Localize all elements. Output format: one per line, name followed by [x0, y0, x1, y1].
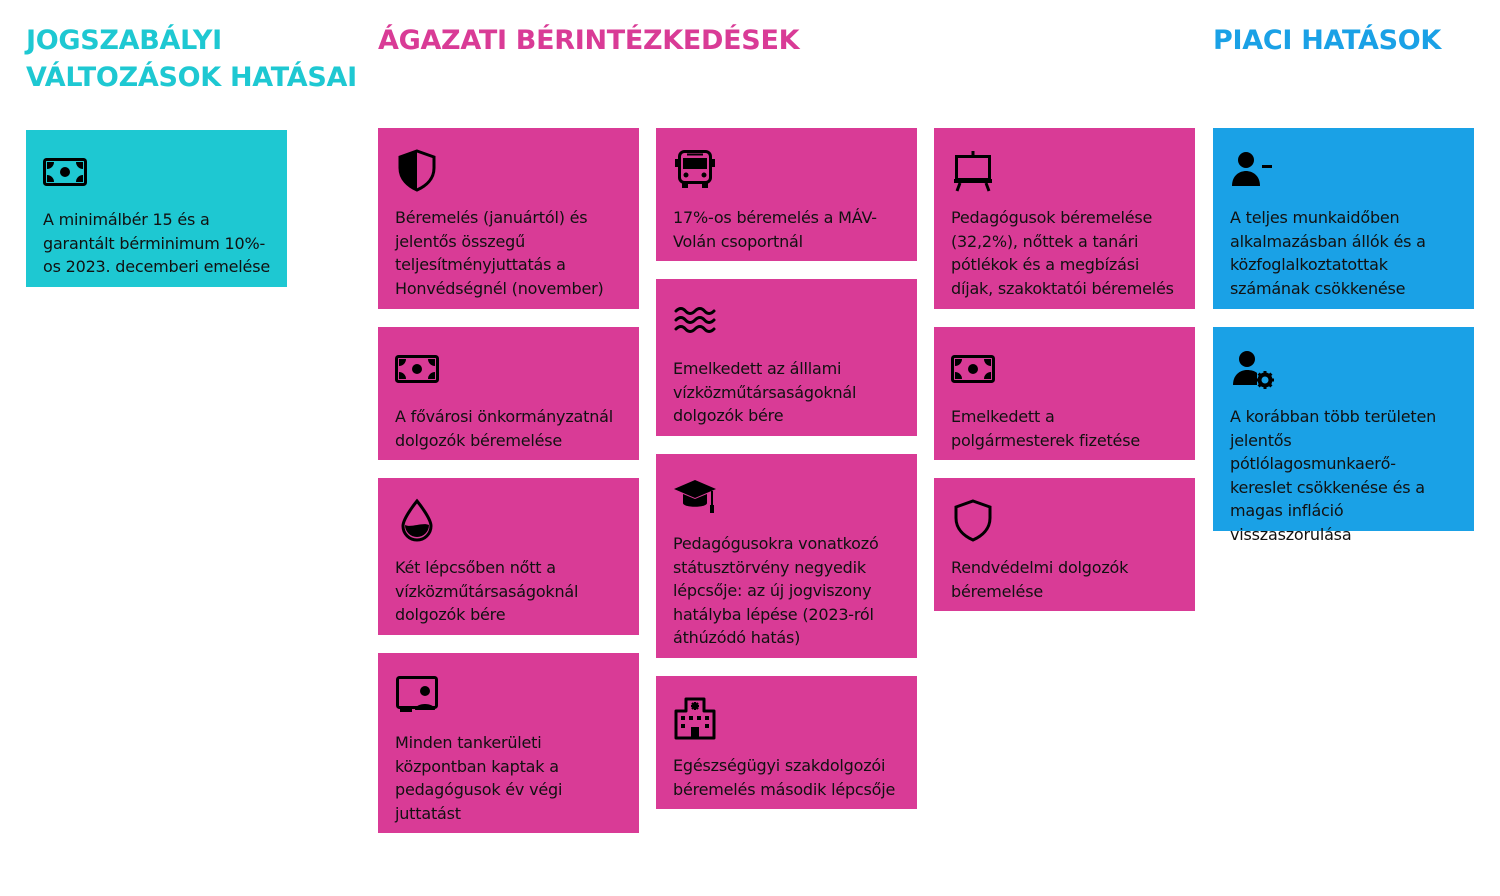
card-water-utility-two-steps — [378, 478, 639, 635]
card-employment-decrease — [1213, 128, 1474, 309]
card-text: Minden tankerületi központban kaptak a pedagógusok év végi juttatást — [395, 733, 563, 823]
card-text: Pedagógusok béremelése (32,2%), nőttek a tanári pótlékok és a megbízási díjak, szakoktatói béremelés — [951, 208, 1174, 298]
card-state-water-utility — [656, 279, 917, 436]
shield-outline-icon — [951, 498, 995, 542]
user-gear-icon — [1230, 347, 1274, 391]
card-text: A korábban több területen jelentős pótlólagosmunkaerő-kereslet csökkenése és a magas infláció visszaszorulása — [1230, 407, 1437, 544]
legal-changes-heading: JOGSZABÁLYI VÁLTOZÁSOK HATÁSAI — [26, 25, 357, 93]
card-text: A teljes munkaidőben alkalmazásban állók és a közfoglalkoztatottak számának csökkenése — [1230, 208, 1426, 298]
money-bill-icon — [395, 347, 439, 391]
teacher-screen-icon — [395, 673, 439, 717]
card-teacher-status-law — [656, 454, 917, 658]
card-teacher-raise — [934, 128, 1195, 309]
card-text: Emelkedett az álllami vízközműtársaságoknál dolgozók bére — [673, 359, 857, 426]
bus-icon — [673, 148, 717, 192]
water-waves-icon — [673, 299, 717, 343]
card-text: Emelkedett a polgármesterek fizetése — [951, 407, 1140, 450]
card-mav-volan-raise — [656, 128, 917, 261]
hospital-icon — [673, 696, 717, 740]
card-text: Rendvédelmi dolgozók béremelése — [951, 558, 1129, 601]
graduation-cap-icon — [673, 474, 717, 518]
card-defense-raise — [378, 128, 639, 309]
market-effects-heading: PIACI HATÁSOK — [1213, 25, 1442, 56]
card-capital-municipality — [378, 327, 639, 460]
card-text: A minimálbér 15 és a garantált bérminimum 10%-os 2023. decemberi emelése — [43, 210, 270, 277]
money-bill-icon — [43, 150, 87, 194]
user-minus-icon — [1230, 148, 1274, 192]
card-text: A fővárosi önkormányzatnál dolgozók béremelése — [395, 407, 613, 450]
card-school-district-bonus — [378, 653, 639, 833]
sector-measures-heading: ÁGAZATI BÉRINTÉZKEDÉSEK — [378, 25, 800, 56]
card-mayor-salary — [934, 327, 1195, 460]
card-minimum-wage — [26, 130, 287, 287]
card-text: Két lépcsőben nőtt a vízközműtársaságoknál dolgozók bére — [395, 558, 579, 625]
card-law-enforcement-raise — [934, 478, 1195, 611]
card-labor-demand-decrease — [1213, 327, 1474, 544]
card-healthcare-raise — [656, 676, 917, 809]
shield-icon — [395, 148, 439, 192]
card-text: Béremelés (januártól) és jelentős összegű teljesítményjuttatás a Honvédségnél (november) — [395, 208, 604, 298]
card-text: Egészségügyi szakdolgozói béremelés második lépcsője — [673, 756, 896, 799]
chalkboard-icon — [951, 148, 995, 192]
card-text: Pedagógusokra vonatkozó státusztörvény negyedik lépcsője: az új jogviszony hatályba lépése (2023-ról áthúzódó hatás) — [673, 534, 879, 648]
card-text: 17%-os béremelés a MÁV-Volán csoportnál — [673, 208, 877, 251]
water-drop-icon — [395, 498, 439, 542]
money-bill-icon — [951, 347, 995, 391]
